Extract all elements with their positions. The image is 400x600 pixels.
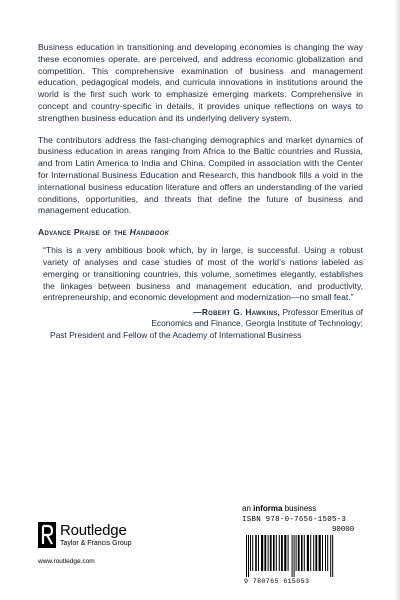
quote-attribution (38, 307, 363, 341)
imprint-bold: informa (253, 504, 283, 513)
barcode-digits: 9 780765 615053 (244, 578, 310, 585)
publisher-name: Routledge (60, 522, 127, 539)
praise-quote: “This is a very ambitious book which, by in large, is successful. Using a robust variety of analyses and case studies of most of the world’s nations labeled as emerging or transitioning countries, this volume, sometimes elegantly, establishes the linkages between business and management education, and productivity, entrepreneurship, and economic development and modernization—no small feat.” (43, 245, 363, 303)
description-paragraph-1: Business education in transitioning and developing economies is changing the way these economies operate, are perceived, and address economic globalization and competition. This comprehensive examination of business and management education, pedagogical models, and curricula innovations in institutions around the world is the first such work to emphasize emerging markets. Comprehensive in concept and country-specific in details, it provides unique reflections on ways to strengthen business education and its underlying delivery system. (38, 42, 363, 123)
publisher-group: Taylor & Francis Group (60, 540, 132, 547)
isbn-text: ISBN 978-0-7656-1505-3 (242, 516, 347, 524)
praise-heading-prefix: Advance Praise of the (38, 227, 130, 238)
imprint-suffix: business (282, 504, 317, 513)
attribution-line-2: Economics and Finance, Georgia Institute of Technology; (151, 318, 363, 329)
praise-heading-italic: Handbook (129, 227, 170, 238)
page-edge-shadow (394, 0, 400, 600)
imprint-line (242, 504, 316, 513)
attribution-title-1: Professor Emeritus of (280, 307, 363, 318)
routledge-logo-icon (38, 522, 56, 548)
publisher-website: www.routledge.com (38, 558, 95, 565)
description-paragraph-2: The contributors address the fast-changing demographics and market dynamics of business education in areas ranging from Africa to the Baltic countries and Russia, and from Latin America to India and China. Compiled in association with the Center for International Business Education and Research, this handbook fills a void in the international business education literature and offers an understanding of the varied conditions, opportunities, and threats that define the future of business and management education. (38, 134, 363, 216)
publisher-block (38, 520, 158, 570)
price-code: 90000 (332, 526, 355, 534)
attribution-name: —Robert G. Hawkins, (193, 307, 281, 318)
attribution-line-1 (38, 307, 363, 318)
barcode-block (242, 504, 362, 589)
imprint-prefix: an (242, 504, 254, 513)
praise-heading (38, 227, 363, 237)
attribution-line-3: Past President and Fellow of the Academy of International Business (50, 329, 302, 340)
cover-text (38, 42, 363, 341)
barcode-image (242, 535, 360, 577)
